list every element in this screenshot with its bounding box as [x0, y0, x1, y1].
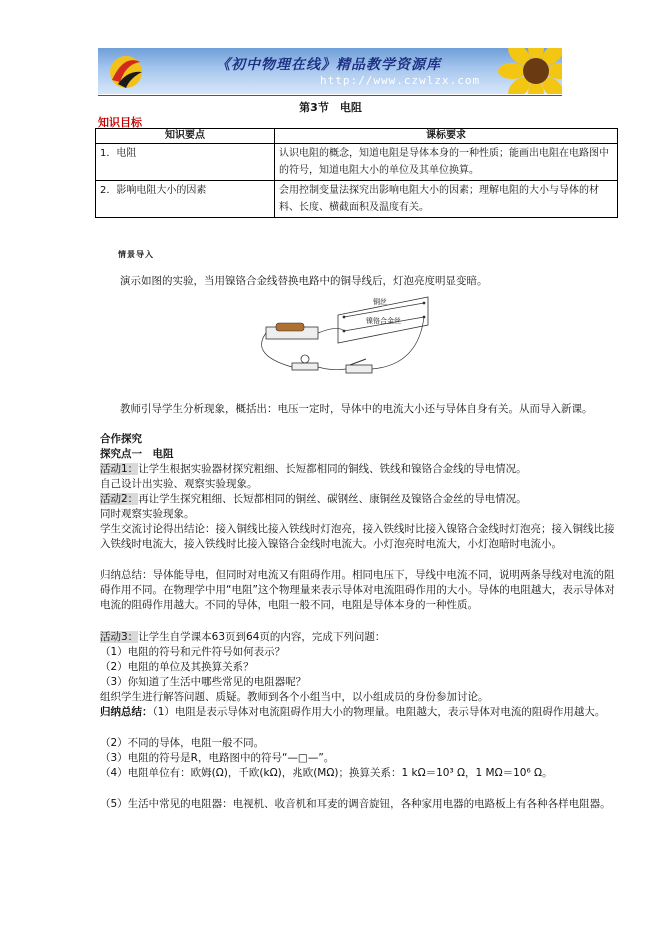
sunflower-icon [488, 48, 562, 94]
summary-text: （1）电阻是表示导体对电流阻碍作用大小的物理量。电阻越大，表示导体对电流的阻碍作用越大。 [152, 706, 606, 718]
nichrome-wire-label: 镍铬合金丝 [366, 317, 401, 325]
explore-heading: 合作探究 [100, 433, 142, 445]
header-rule [98, 95, 562, 96]
summary-item: （3）电阻的符号是R，电路图中的符号“—□—”。 [100, 752, 335, 764]
experiment-figure [248, 295, 438, 380]
organize-paragraph: 组织学生进行解答问题、质疑。教师到各个小组当中，以小组成员的身份参加讨论。 [100, 691, 489, 703]
activity-3-text: 让学生自学课本63页到64页的内容，完成下列问题： [138, 631, 386, 643]
section-title: 第3节 电阻 [299, 101, 362, 114]
table-header-row [96, 129, 618, 144]
summary-item: （5）生活中常见的电阻器：电视机、收音机和耳麦的调音旋钮，各种家用电器的电路板上有各种各样电阻器。 [100, 798, 611, 810]
summary-item: （2）不同的导体，电阻一般不同。 [100, 737, 265, 749]
banner-slogan: 《初中物理在线》精品教学资源库 [216, 57, 441, 73]
table-row [96, 181, 618, 218]
table-cell: 会用控制变量法探究出影响电阻大小的因素；理解电阻的大小与导体的材料、长度、横截面积及温度有关。 [275, 181, 618, 218]
activity-1-note: 自己设计出实验、观察实验现象。 [100, 478, 258, 490]
activity-3 [100, 630, 620, 645]
table-cell: 2．影响电阻大小的因素 [96, 181, 275, 218]
summary-item-1 [100, 705, 620, 720]
intro-label: 情景导入 [118, 250, 154, 259]
summary-item: （4）电阻单位有：欧姆(Ω)，千欧(kΩ)，兆欧(MΩ)；换算关系：1 kΩ＝10³ Ω，1 MΩ＝10⁶ Ω。 [100, 767, 553, 779]
activity-1 [100, 462, 620, 477]
banner-url: http://www.czwlzx.com [320, 74, 481, 87]
intro-text: 演示如图的实验，当用镍铬合金线替换电路中的铜导线后，灯泡亮度明显变暗。 [120, 275, 488, 287]
table-cell: 认识电阻的概念，知道电阻是导体本身的一种性质；能画出电阻在电路图中的符号，知道电阻大小的单位及其单位换算。 [275, 144, 618, 181]
explore-point-title: 探究点一 电阻 [100, 448, 174, 460]
question-item: （2）电阻的单位及其换算关系？ [100, 661, 254, 673]
question-item: （3）你知道了生活中哪些常见的电阻器呢？ [100, 676, 307, 688]
discussion-paragraph: 学生交流讨论得出结论：接入铜线比接入铁线时灯泡亮，接入铁线时比接入镍铬合金线时灯泡亮；接入铜线比接入铁线时电流大，接入铁线时比接入镍铬合金线时电流大。小灯泡亮时电流大，小灯泡暗时电流小。 [100, 523, 615, 550]
activity-2 [100, 492, 620, 507]
table-row [96, 144, 618, 181]
activity-2-note: 同时观察实验现象。 [100, 508, 195, 520]
activity-1-text: 让学生根据实验器材探究粗细、长短都相同的铜线、铁线和镍铬合金线的导电情况。 [138, 463, 527, 475]
activity-1-label: 活动1： [100, 463, 139, 475]
question-item: （1）电阻的符号和元件符号如何表示？ [100, 646, 286, 658]
header-banner [98, 48, 562, 94]
activity-3-label: 活动3： [100, 631, 139, 643]
induction-paragraph: 归纳总结：导体能导电，但同时对电流又有阻碍作用。相同电压下，导线中电流不同，说明两条导线对电流的阻碍作用不同。在物理学中用“电阻”这个物理量来表示导体对电流阻碍作用的大小。导体的电阻越大，表示导体对电流的阻碍作用越大。不同的导体，电阻一般不同，电阻是导体本身的一种性质。 [100, 569, 615, 611]
table-cell: 1．电阻 [96, 144, 275, 181]
intro-followup-line1 [120, 402, 620, 417]
activity-2-text: 再让学生探究粗细、长短都相同的铜丝、碳钢丝、康铜丝及镍铬合金丝的导电情况。 [138, 493, 527, 505]
column-header: 知识要点 [96, 129, 275, 144]
knowledge-goals-table [95, 128, 618, 218]
knowledge-goals-heading: 知识目标 [98, 116, 142, 129]
site-logo-icon [106, 52, 146, 90]
column-header: 课标要求 [275, 129, 618, 144]
activity-2-label: 活动2： [100, 493, 139, 505]
copper-wire-label: 铜丝 [373, 298, 387, 306]
intro-followup: 教师引导学生分析现象，概括出：电压一定时，导体中的电流大小还与导体自身有关。从而导入新课。 [120, 403, 593, 415]
summary-label: 归纳总结： [100, 706, 153, 718]
